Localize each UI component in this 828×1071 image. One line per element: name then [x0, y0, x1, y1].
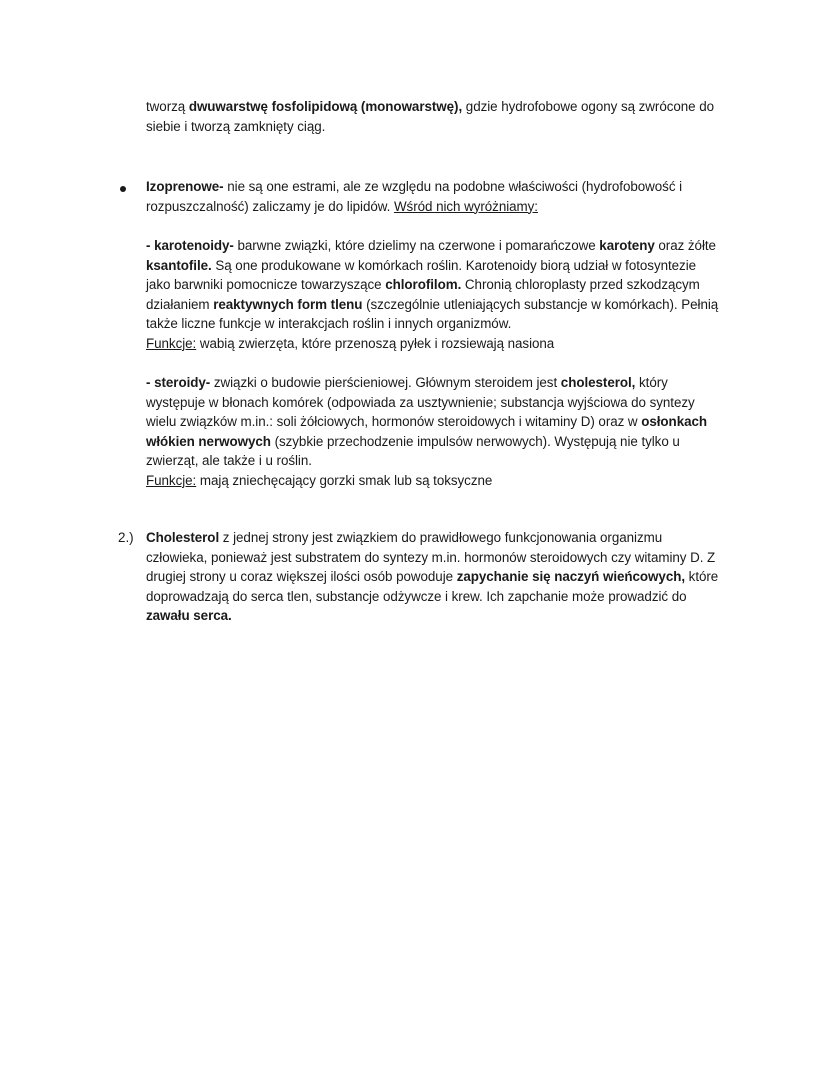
- text: jako barwniki pomocnicze towarzyszące: [146, 277, 386, 293]
- text: wabią zwierzęta, które przenoszą pyłek i rozsiewają nasiona: [196, 335, 555, 351]
- list-number: 2.): [118, 530, 134, 545]
- text: związki o budowie pierścieniowej. Głównym steroidem jest: [210, 375, 561, 390]
- bold-term: Izoprenowe-: [146, 179, 224, 194]
- text: który: [635, 375, 668, 390]
- text: (szybkie przechodzenie impulsów nerwowych). Występują nie tylko u: [270, 433, 680, 449]
- text: Chronią chloroplasty przed szkodzącym: [461, 277, 700, 293]
- bold-term: ksantofile.: [146, 257, 212, 273]
- bold-term: włókien nerwowych: [146, 433, 271, 449]
- text: drugiej strony u coraz większej ilości osób powoduje: [146, 569, 457, 585]
- bullet-icon: [120, 186, 126, 192]
- text: które: [685, 569, 719, 585]
- text: mają zniechęcający gorzki smak lub są toksyczne: [196, 472, 493, 488]
- text: człowieka, ponieważ jest substratem do syntezy m.in. hormonów steroidowych czy witaminy D. Z: [146, 549, 716, 565]
- text: rozpuszczalność) zaliczamy je do lipidów.: [146, 198, 394, 214]
- text: tworzą: [146, 99, 189, 114]
- text: zwierząt, ale także i u roślin.: [146, 453, 312, 469]
- intro-paragraph: [146, 97, 766, 136]
- underlined-text: Wśród nich wyróżniamy:: [393, 198, 538, 214]
- text: z jednej strony jest związkiem do prawidłowego funkcjonowania organizmu: [219, 530, 663, 545]
- bold-term: cholesterol,: [560, 375, 636, 390]
- text: występuje w błonach komórek (odpowiada za usztywnienie; substancja wyjściowa do syntezy: [146, 394, 695, 410]
- bold-term: karoteny: [599, 238, 655, 253]
- text: gdzie hydrofobowe ogony są zwrócone do: [462, 99, 715, 114]
- functions-label: Funkcje:: [146, 335, 197, 351]
- bold-term: - steroidy-: [146, 375, 211, 390]
- bold-term: zapychanie się naczyń wieńcowych,: [456, 569, 686, 585]
- text: barwne związki, które dzielimy na czerwone i pomarańczowe: [233, 238, 600, 253]
- functions-label: Funkcje:: [146, 472, 197, 488]
- cholesterol-paragraph: [146, 528, 766, 626]
- bold-term: osłonkach: [641, 414, 708, 430]
- izoprenowe-paragraph: [146, 177, 766, 216]
- text: działaniem: [146, 296, 214, 312]
- bold-term: chlorofilom.: [385, 277, 462, 293]
- text: wielu związków m.in.: soli żółciowych, hormonów steroidowych i witaminy D) oraz w: [146, 414, 642, 430]
- text: także liczne funkcje w interakcjach roślin i innych organizmów.: [146, 316, 512, 332]
- bold-term: Cholesterol: [146, 530, 220, 545]
- text: nie są one estrami, ale ze względu na podobne właściwości (hydrofobowość i: [223, 179, 683, 194]
- text: siebie i tworzą zamknięty ciąg.: [146, 118, 326, 134]
- text: Są one produkowane w komórkach roślin. Karotenoidy biorą udział w fotosyntezie: [211, 257, 697, 273]
- bold-term: dwuwarstwę fosfolipidową (monowarstwę),: [188, 99, 463, 114]
- steroidy-paragraph: [146, 373, 766, 491]
- bold-term: - karotenoidy-: [146, 238, 234, 253]
- text: (szczególnie utleniających substancje w komórkach). Pełnią: [362, 296, 719, 312]
- bold-term: zawału serca.: [146, 608, 232, 624]
- bold-term: reaktywnych form tlenu: [213, 296, 363, 312]
- karotenoidy-paragraph: [146, 236, 766, 354]
- text: oraz żółte: [654, 238, 716, 253]
- text: doprowadzają do serca tlen, substancje odżywcze i krew. Ich zapchanie może prowadzić do: [146, 588, 687, 604]
